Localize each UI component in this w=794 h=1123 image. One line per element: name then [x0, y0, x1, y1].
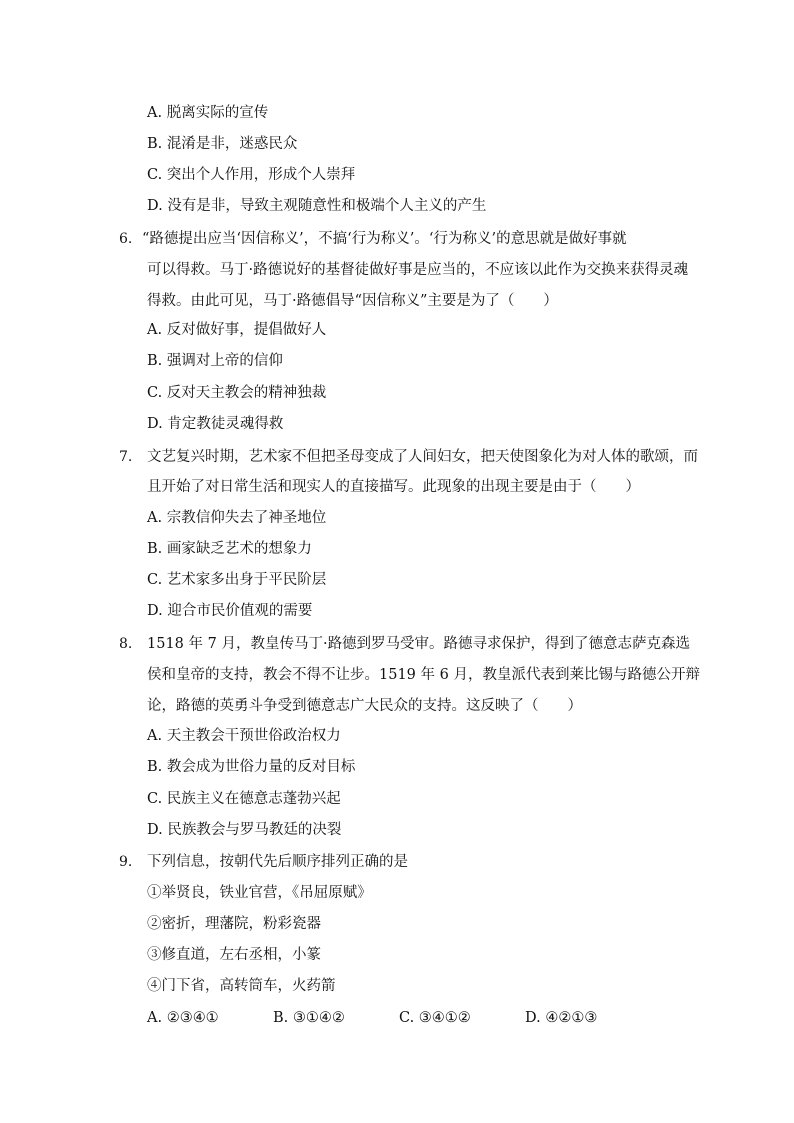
q6-option-c: C. 反对天主教会的精神独裁 [147, 385, 327, 401]
q7-stem-line: 文艺复兴时期，艺术家不但把圣母变成了人间妇女，把天使图象化为对人体的歌颂，而 [147, 449, 698, 465]
q9-item-3: ③修直道，左右丞相，小篆 [147, 947, 321, 963]
q9-option-a: A. ②③④① [147, 1010, 219, 1026]
q7-number: 7. [119, 449, 133, 465]
q5-option-a: A. 脱离实际的宣传 [147, 105, 269, 121]
q9-option-d: D. ④②①③ [525, 1010, 598, 1026]
q6-number: 6. [119, 231, 133, 247]
q5-option-d: D. 没有是非，导致主观随意性和极端个人主义的产生 [147, 198, 487, 214]
q6-option-d: D. 肯定教徒灵魂得救 [147, 416, 284, 432]
q5-option-c: C. 突出个人作用，形成个人崇拜 [147, 167, 356, 183]
q9-item-2: ②密折，理藩院，粉彩瓷器 [147, 916, 321, 932]
q9-item-1: ①举贤良，铁业官营，《吊屈原赋》 [147, 885, 372, 901]
q9-number: 9. [119, 854, 133, 870]
q6-option-b: B. 强调对上帝的信仰 [147, 353, 283, 369]
q9-item-4: ④门下省，高转筒车，火药箭 [147, 978, 336, 994]
q5-option-b: B. 混淆是非，迷惑民众 [147, 136, 298, 152]
q9-stem: 下列信息，按朝代先后顺序排列正确的是 [147, 854, 408, 870]
q6-stem-line: 得救。由此可见，马丁·路德倡导“因信称义”主要是为了（ ） [147, 293, 558, 309]
q8-option-b: B. 教会成为世俗力量的反对目标 [147, 759, 356, 775]
q9-options-row [147, 1008, 625, 1028]
q6-option-a: A. 反对做好事，提倡做好人 [147, 322, 327, 338]
q6-stem-line: 可以得救。马丁·路德说好的基督徒做好事是应当的，不应该以此作为交换来获得灵魂 [147, 262, 689, 278]
q7-option-a: A. 宗教信仰失去了神圣地位 [147, 510, 327, 526]
q6-stem-line: “路德提出应当‘因信称义’，不搞‘行为称义’。‘行为称义’的意思就是做好事就 [142, 231, 627, 247]
q9-option-c: C. ③④①② [399, 1010, 471, 1026]
q8-number: 8. [119, 636, 133, 652]
q8-stem-line: 论，路德的英勇斗争受到德意志广大民众的支持。这反映了（ ） [147, 698, 582, 714]
q7-option-d: D. 迎合市民价值观的需要 [147, 603, 313, 619]
q8-option-a: A. 天主教会干预世俗政治权力 [147, 728, 341, 744]
q8-stem-line: 侯和皇帝的支持，教会不得不让步。1519 年 6 月，教皇派代表到莱比锡与路德公开辩 [147, 667, 700, 683]
q7-stem-line: 且开始了对日常生活和现实人的直接描写。此现象的出现主要是由于（ ） [147, 479, 640, 495]
q8-option-d: D. 民族教会与罗马教廷的决裂 [147, 822, 342, 838]
q8-stem-line: 1518 年 7 月，教皇传马丁·路德到罗马受审。路德寻求保护，得到了德意志萨克森选 [147, 636, 691, 652]
q7-option-c: C. 艺术家多出身于平民阶层 [147, 572, 327, 588]
q8-option-c: C. 民族主义在德意志蓬勃兴起 [147, 791, 341, 807]
q7-option-b: B. 画家缺乏艺术的想象力 [147, 541, 312, 557]
q9-option-b: B. ③①④② [273, 1010, 345, 1026]
